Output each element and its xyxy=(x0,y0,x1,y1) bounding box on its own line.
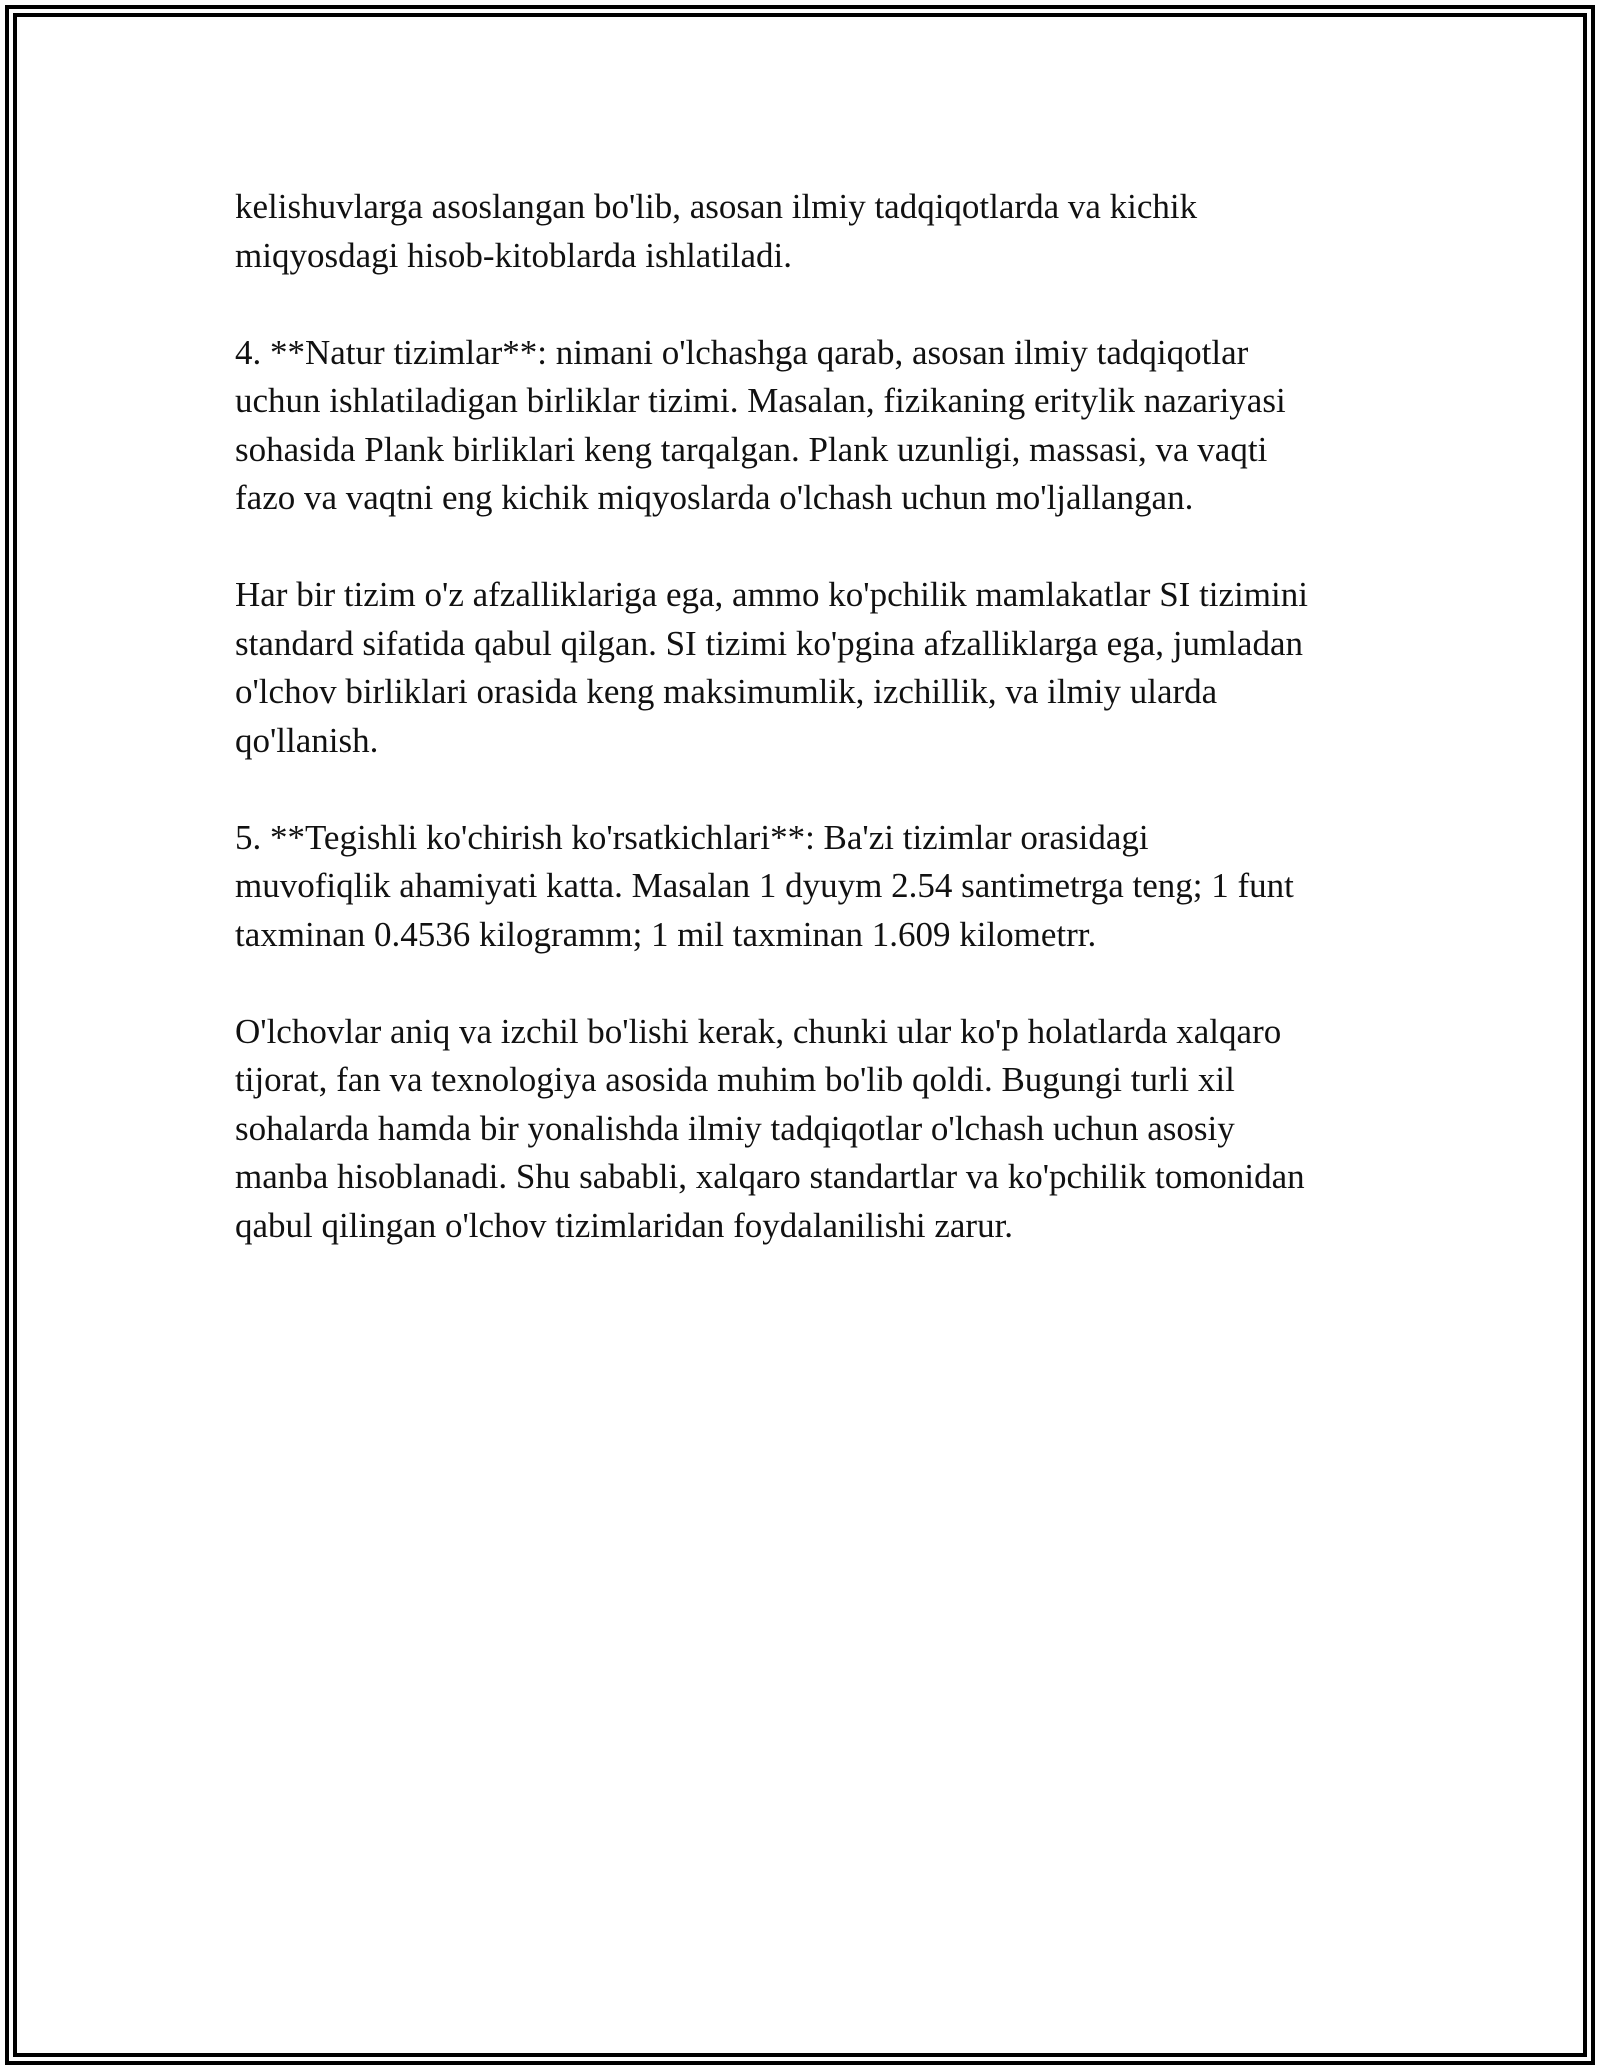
paragraph-si-advantages: Har bir tizim o'z afzalliklariga ega, ammo ko'pchilik mamlakatlar SI tizimini standard sifatida qabul qilgan. SI tizimi ko'pgina afzalliklarga ega, jumladan o'lchov birliklari orasida keng maksimumlik, izchillik, va ilmiy ularda qo'llanish. xyxy=(235,575,1308,760)
document-body xyxy=(235,183,1375,1299)
paragraph-conclusion: O'lchovlar aniq va izchil bo'lishi kerak, chunki ular ko'p holatlarda xalqaro tijorat, fan va texnologiya asosida muhim bo'lib qoldi. Bugungi turli xil sohalarda hamda bir yonalishda ilmiy tadqiqotlar o'lchash uchun asosiy manba hisoblanadi. Shu sababli, xalqaro standartlar va ko'pchilik tomonidan qabul qilingan o'lchov tizimlaridan foydalanilishi zarur. xyxy=(235,1011,1305,1245)
paragraph-natural-systems: 4. **Natur tizimlar**: nimani o'lchashga qarab, asosan ilmiy tadqiqotlar uchun ishlatiladigan birliklar tizimi. Masalan, fizikaning eritylik nazariyasi sohasida Plank birliklari keng tarqalgan. Plank uzunligi, massasi, va vaqti fazo va vaqtni eng kichik miqyoslarda o'lchash uchun mo'ljallangan. xyxy=(235,332,1286,517)
paragraph-continuation: kelishuvlarga asoslangan bo'lib, asosan ilmiy tadqiqotlarda va kichik miqyosdagi hisob-kitoblarda ishlatiladi. xyxy=(235,187,1198,275)
paragraph-conversion-factors: 5. **Tegishli ko'chirish ko'rsatkichlari**: Ba'zi tizimlar orasidagi muvofiqlik ahamiyati katta. Masalan 1 dyuym 2.54 santimetrga teng; 1 funt taxminan 0.4536 kilogramm; 1 mil taxminan 1.609 kilometrr. xyxy=(235,817,1294,954)
